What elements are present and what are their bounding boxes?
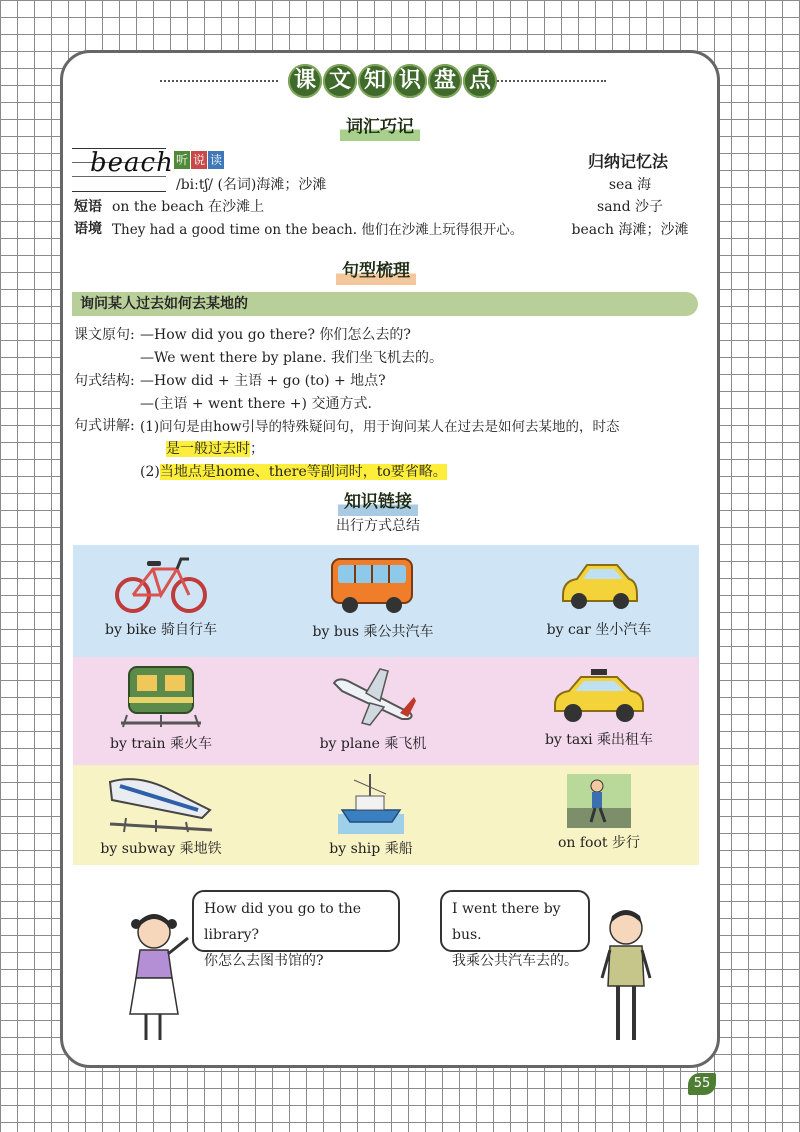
transport-caption: by plane 乘飞机 bbox=[319, 736, 427, 752]
transport-item bbox=[494, 667, 704, 749]
highlight-text: 当地点是home、there等副词时，to要省略。 bbox=[159, 464, 447, 480]
transport-item bbox=[494, 555, 704, 639]
sentence-heading: 句型梳理 bbox=[336, 256, 416, 285]
transport-item bbox=[494, 774, 704, 852]
tag-listen: 听 bbox=[175, 153, 188, 167]
transport-item bbox=[56, 551, 266, 639]
title-char: 文 bbox=[323, 64, 357, 98]
transport-caption: by subway 乘地铁 bbox=[100, 841, 222, 857]
girl-speech-bubble bbox=[192, 890, 400, 969]
phrase-label: 短语 bbox=[74, 199, 102, 215]
transport-caption: by taxi 乘出租车 bbox=[544, 732, 654, 748]
title-char: 盘 bbox=[428, 64, 462, 98]
vocab-word: beach bbox=[90, 148, 174, 178]
subway-icon bbox=[106, 770, 216, 834]
tag-speak: 说 bbox=[192, 153, 205, 167]
title-char: 知 bbox=[358, 64, 392, 98]
transport-item bbox=[56, 770, 266, 858]
transport-caption: by bike 骑自行车 bbox=[105, 622, 217, 638]
speech-line: I went there by bus. bbox=[452, 901, 561, 943]
transport-item bbox=[268, 551, 478, 641]
skill-tags bbox=[174, 149, 225, 169]
phonetic: /biːtʃ/ (名词)海滩；沙滩 bbox=[176, 177, 327, 193]
row-text: —(主语 + went there +) 交通方式. bbox=[140, 396, 372, 412]
row-label: 课文原句: bbox=[74, 327, 135, 343]
transport-caption: by train 乘火车 bbox=[110, 736, 212, 752]
bus-icon bbox=[328, 551, 418, 617]
row-label: 句式讲解: bbox=[74, 418, 135, 434]
ship-icon bbox=[338, 770, 404, 834]
transport-caption: by bus 乘公共汽车 bbox=[312, 624, 434, 640]
memory-line: sand 沙子 bbox=[597, 199, 663, 215]
row-label: 句式结构: bbox=[74, 373, 135, 389]
transport-caption: by ship 乘船 bbox=[329, 841, 413, 857]
tag-read: 读 bbox=[209, 153, 222, 167]
explain-2 bbox=[140, 461, 447, 481]
title-char: 课 bbox=[288, 64, 322, 98]
title-char: 点 bbox=[463, 64, 497, 98]
title-divider-left bbox=[160, 80, 278, 82]
page-number: 55 bbox=[688, 1073, 716, 1095]
title-divider-right bbox=[486, 80, 606, 82]
memory-line: beach 海滩；沙滩 bbox=[571, 222, 689, 238]
highlight-text: 是一般过去时 bbox=[166, 441, 250, 457]
row-text: —How did + 主语 + go (to) + 地点? bbox=[140, 373, 386, 389]
explain-continued bbox=[166, 438, 264, 458]
speech-line: How did you go to the library? bbox=[204, 901, 362, 943]
punctuation: ； bbox=[250, 441, 264, 457]
vocab-heading: 词汇巧记 bbox=[340, 112, 420, 141]
transport-caption: by car 坐小汽车 bbox=[546, 622, 652, 638]
row-text: (1)问句是由how引导的特殊疑问句，用于询问某人在过去是如何去某地的，时态 bbox=[140, 419, 620, 435]
page-title bbox=[288, 64, 497, 98]
link-subtitle: 出行方式总结 bbox=[336, 518, 420, 534]
context-label: 语境 bbox=[74, 221, 102, 237]
taxi-icon bbox=[551, 667, 647, 725]
car-icon bbox=[557, 555, 641, 615]
train-icon bbox=[119, 663, 203, 729]
transport-caption: on foot 步行 bbox=[557, 835, 640, 851]
memory-line: sea 海 bbox=[608, 177, 652, 193]
plane-icon bbox=[328, 663, 418, 729]
context-text: They had a good time on the beach. 他们在沙滩上玩得很开心。 bbox=[112, 222, 524, 238]
speech-line: 你怎么去图书馆的? bbox=[204, 953, 324, 969]
explain-2-prefix: (2) bbox=[140, 464, 160, 480]
row-text: —We went there by plane. 我们坐飞机去的。 bbox=[140, 350, 444, 366]
memory-title: 归纳记忆法 bbox=[588, 152, 669, 171]
title-char: 识 bbox=[393, 64, 427, 98]
transport-item bbox=[268, 663, 478, 753]
bike-icon bbox=[113, 551, 209, 615]
transport-item bbox=[56, 663, 266, 753]
boy-speech-bubble bbox=[440, 890, 590, 969]
walking-icon bbox=[567, 774, 631, 828]
transport-item bbox=[266, 770, 476, 858]
speech-line: 我乘公共汽车去的。 bbox=[452, 953, 578, 969]
row-text: —How did you go there? 你们怎么去的? bbox=[140, 327, 411, 343]
link-heading: 知识链接 bbox=[338, 487, 418, 516]
sentence-topic-bar: 询问某人过去如何去某地的 bbox=[72, 292, 698, 316]
girl-illustration bbox=[126, 914, 196, 1046]
boy-illustration bbox=[596, 910, 656, 1046]
phrase-text: on the beach 在沙滩上 bbox=[112, 199, 265, 215]
